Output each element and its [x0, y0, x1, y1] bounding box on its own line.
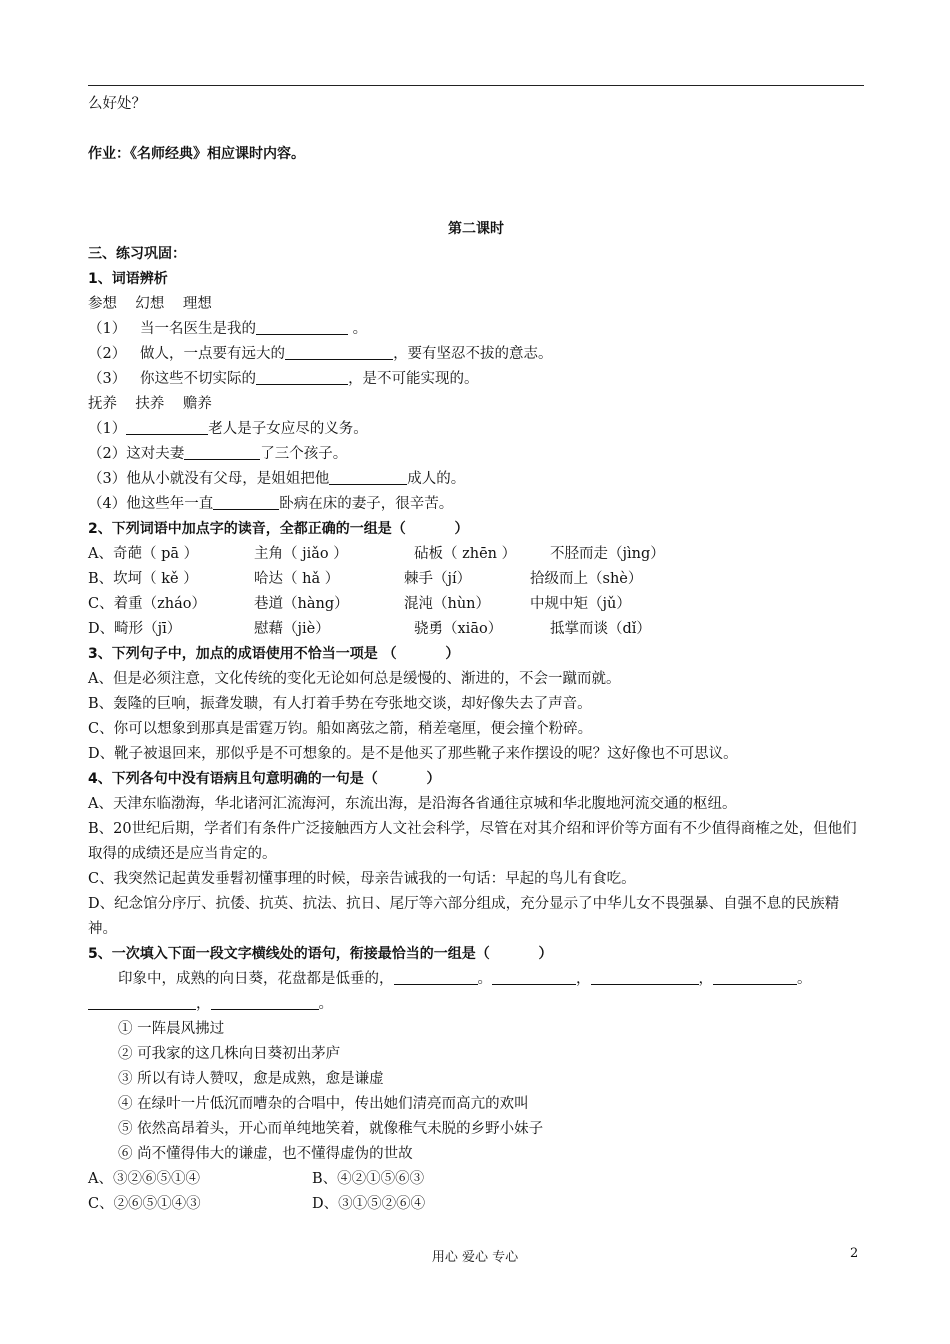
q1-sentence: （1） 老人是子女应尽的义务。 [88, 417, 864, 442]
q3-option: A、但是必须注意，文化传统的变化无论如何总是缓慢的、渐进的，不会一蹴而就。 [88, 671, 621, 687]
q1-sentence: （2）这对夫妻 了三个孩子。 [88, 442, 864, 467]
q1-sentence: （4）他这些年一直 卧病在床的妻子，很辛苦。 [88, 492, 864, 517]
q4-option: B、20世纪后期，学者们有条件广泛接触西方人文社会科学，尽管在对其介绍和评价等方面有不少值得商榷之处，但他们取得的成绩还是应当肯定的。 [88, 821, 857, 862]
q2-option-row: C、着重（zháo） 巷道（hàng） 混沌（hùn） 中规中矩（jǔ） [88, 596, 631, 612]
q5-answer-row: A、③②⑥⑤①④ B、④②①⑤⑥③ [88, 1171, 425, 1187]
q1-sentence: （3） 你这些不切实际的 ，是不可能实现的。 [88, 367, 864, 392]
header-rule [88, 85, 864, 86]
q4-title: 4、下列各句中没有语病且句意明确的一句是（ ） [88, 771, 441, 787]
q5-item: ⑥ 尚不懂得伟大的谦虚，也不懂得虚伪的世故 [118, 1146, 413, 1162]
q2-option-row: D、畸形（jī） 慰藉（jiè） 骁勇（xiāo） 抵掌而谈（dǐ） [88, 621, 651, 637]
page-content [88, 92, 864, 1217]
q5-passage: 印象中，成熟的向日葵，花盘都是低垂的， 。 ， ， 。 [88, 967, 864, 992]
top-fragment: 么好处？ [88, 96, 146, 112]
answer-blank[interactable] [329, 467, 407, 485]
answer-blank[interactable] [213, 492, 279, 510]
q5-item: ④ 在绿叶一片低沉而嘈杂的合唱中，传出她们清亮而高亢的欢叫 [118, 1096, 529, 1112]
answer-blank[interactable] [88, 992, 196, 1010]
q4-option: D、纪念馆分序厅、抗倭、抗英、抗法、抗日、尾厅等六部分组成，充分显示了中华儿女不畏强暴、自强不息的民族精神。 [88, 896, 840, 937]
q1-sentence: （3）他从小就没有父母，是姐姐把他 成人的。 [88, 467, 864, 492]
q1-sentence: （1） 当一名医生是我的 。 [88, 317, 864, 342]
q5-item: ② 可我家的这几株向日葵初出茅庐 [118, 1046, 341, 1062]
q2-option-row: A、奇葩（ pā ） 主角（ jiǎo ） 砧板（ zhēn ） 不胫而走（jìng） [88, 546, 665, 562]
q3-title: 3、下列句子中，加点的成语使用不恰当一项是 （ ） [88, 646, 460, 662]
answer-blank[interactable] [184, 442, 260, 460]
answer-blank[interactable] [713, 967, 797, 985]
answer-blank[interactable] [285, 342, 393, 360]
answer-blank[interactable] [591, 967, 699, 985]
q5-title: 5、一次填入下面一段文字横线处的语句，衔接最恰当的一组是（ ） [88, 946, 553, 962]
q4-option: C、我突然记起黄发垂髫初懂事理的时候，母亲告诫我的一句话：早起的鸟儿有食吃。 [88, 871, 636, 887]
q5-item: ① 一阵晨风拂过 [118, 1021, 225, 1037]
q3-option: D、靴子被退回来，那似乎是不可想象的。是不是他买了那些靴子来作摆设的呢？这好像也不可思议。 [88, 746, 738, 762]
q1-title: 1、词语辨析 [88, 271, 168, 287]
q1-word-group-2: 抚养 扶养 赡养 [88, 396, 212, 412]
page-number: 2 [850, 1246, 859, 1261]
answer-blank[interactable] [211, 992, 319, 1010]
q2-title: 2、下列词语中加点字的读音，全都正确的一组是（ ） [88, 521, 469, 537]
q1-sentence: （2） 做人，一点要有远大的 ，要有坚忍不拔的意志。 [88, 342, 864, 367]
answer-blank[interactable] [394, 967, 478, 985]
answer-blank[interactable] [256, 317, 348, 335]
lesson-title: 第二课时 [448, 221, 504, 237]
answer-blank[interactable] [126, 417, 208, 435]
q4-option: A、天津东临渤海，华北诸河汇流海河，东流出海，是沿海各省通往京城和华北腹地河流交通的枢纽。 [88, 796, 737, 812]
q2-option-row: B、坎坷（ kě ） 哈达（ hǎ ） 棘手（jí） 拾级而上（shè） [88, 571, 643, 587]
homework-line: 作业：《名师经典》相应课时内容。 [88, 146, 305, 162]
answer-blank[interactable] [492, 967, 576, 985]
footer-motto: 用心 爱心 专心 [431, 1250, 519, 1265]
q5-answer-row: C、②⑥⑤①④③ D、③①⑤②⑥④ [88, 1196, 426, 1212]
q5-item: ③ 所以有诗人赞叹，愈是成熟，愈是谦虚 [118, 1071, 384, 1087]
q3-option: C、你可以想象到那真是雷霆万钧。船如离弦之箭，稍差毫厘，便会撞个粉碎。 [88, 721, 593, 737]
section-heading: 三、练习巩固： [88, 246, 186, 262]
q5-item: ⑤ 依然高昂着头，开心而单纯地笑着，就像稚气未脱的乡野小妹子 [118, 1121, 544, 1137]
q1-word-group-1: 参想 幻想 理想 [88, 296, 212, 312]
answer-blank[interactable] [256, 367, 348, 385]
q3-option: B、轰隆的巨响，振聋发聩，有人打着手势在夸张地交谈，却好像失去了声音。 [88, 696, 592, 712]
q5-passage-cont: ， 。 [88, 992, 864, 1017]
